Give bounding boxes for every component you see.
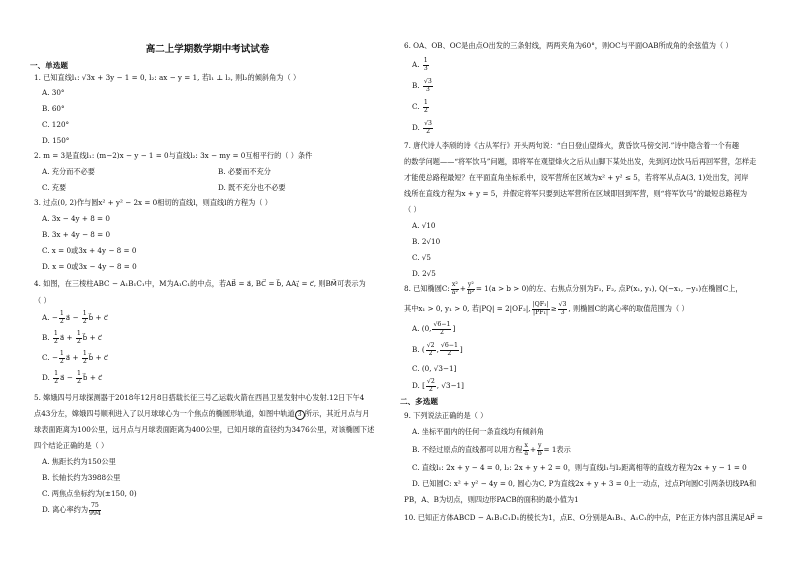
q8-line-2: 其中x₁ > 0, y₁ > 0, 若|PQ| = 2|OF₂|, $\frac{\text{|QF₁|}}{\text{|PF₁|}}$ ≥ $\frac{√3}{3}$ , 则椭圆C的离心率的取值范围为（ ） [404, 301, 689, 316]
q1-stem: 1. 已知直线l₁: √3x + 3y − 1 = 0, l₂: ax − y = 1, 若l₁ ⊥ l₂, 则l₂的倾斜角为（ ） [34, 73, 301, 82]
q3-option-d: D. x = 0或3x − 4y − 8 = 0 [42, 262, 137, 271]
q5-option-b: B. 长轴长约为3988公里 [42, 473, 121, 482]
q9-option-a: A. 坐标平面内的任何一条直线均有倾斜角 [412, 427, 544, 436]
q4-stem: 4. 如图，在三棱柱ABC − A₁B₁C₁中，M为A₁C₁的中点，若AB⃗ = a⃗, BC⃗ = b⃗, AA₁⃗ = c⃗, 则BM⃗可表示为 [34, 279, 366, 288]
q9-option-d-line-1: D. 已知圆C: x² + y² − 4y = 0, 圆心为C, P为直线2x + y + 3 = 0上一动点，过点P向圆C引两条切线PA和 [412, 479, 757, 488]
q7-option-b: B. 2√10 [412, 237, 441, 246]
q5-option-d: D. 离心率约为 $\frac{75}{994}$ [42, 502, 101, 517]
q2-option-a: A. 充分而不必要 [42, 167, 95, 176]
q2-stem: 2. m = 3是直线l₁: (m−2)x − y − 1 = 0与直线l₂: 3x − my = 0互相平行的（ ）条件 [34, 151, 313, 160]
q7-option-d: D. 2√5 [412, 269, 436, 278]
section-multi-choice: 二、多选题 [400, 397, 438, 406]
page-title: 高二上学期数学期中考试试卷 [145, 44, 270, 55]
section-single-choice: 一、单选题 [30, 61, 68, 70]
q9-stem: 9. 下列说法正确的是（ ） [404, 411, 488, 420]
q3-stem: 3. 过点(0, 2)作与圆x² + y² − 2x = 0相切的直线l，则直线l的方程为（ ） [34, 198, 272, 207]
q1-option-c: C. 120° [42, 120, 70, 129]
q4-option-d: D. $\frac{1}{2}$ a⃗ − $\frac{1}{2}$ b⃗ + c⃗ [42, 370, 103, 385]
q7-option-a: A. √10 [412, 221, 436, 230]
q5-option-c: C. 两焦点坐标约为(±150, 0) [42, 489, 137, 498]
q4-option-a: A. − $\frac{1}{2}$ a⃗ − $\frac{1}{2}$ b⃗ + c⃗ [42, 310, 108, 325]
q1-option-d: D. 150° [42, 136, 70, 145]
q7-line-3: 才能使总路程最短？在平面直角坐标系中，设军营所在区域为x² + y² ≤ 5，若将军从点A(3, 1)处出发，河岸 [404, 173, 749, 182]
q7-line-2: 的数学问题——“将军饮马”问题，即将军在观望烽火之后从山脚下某处出发，先到河边饮马后再回军营，怎样走 [404, 157, 757, 166]
q7-line-4: 线所在直线方程为x + y = 5，并假定将军只要到达军营所在区域即回到军营，则“将军饮马”的最短总路程为 [404, 189, 748, 198]
q6-option-c: C. $\frac{1}{2}$ [412, 99, 428, 114]
q2-option-c: C. 充要 [42, 183, 67, 192]
q7-paren: （ ） [404, 205, 421, 214]
q2-option-b: B. 必要而不充分 [218, 167, 271, 176]
q6-option-b: B. $\frac{√3}{3}$ [412, 78, 432, 93]
q2-option-d: D. 既不充分也不必要 [218, 183, 286, 192]
q6-option-d: D. $\frac{√3}{2}$ [412, 120, 432, 135]
q8-option-c: C. (0, √3−1] [412, 364, 457, 373]
q3-option-a: A. 3x − 4y + 8 = 0 [42, 214, 110, 223]
q5-line-2: 点43分左，嫦娥四号顺利进入了以月球球心为一个焦点的椭圆形轨道，如图中轨道 3 所示，其近月点与月 [34, 409, 370, 418]
q3-option-b: B. 3x + 4y − 8 = 0 [42, 230, 111, 239]
q8-line-1: 8. 已知椭圆C: $\frac{\text{x²}}{\text{a²}}$ + $\frac{\text{y²}}{\text{b²}}$ = 1(a > b > 0)的左、右焦点分别为F₁, F₂, 点P(x₁, y₁), Q(−x₁, −y₁)在椭圆C上， [404, 281, 743, 296]
q6-option-a: A. $\frac{1}{3}$ [412, 57, 428, 72]
q7-line-1: 7. 唐代诗人李颀的诗《古从军行》开头两句说：“白日登山望烽火，黄昏饮马傍交河.”诗中隐含着一个有趣 [404, 141, 740, 150]
q4-option-b: B. $\frac{1}{2}$ a⃗ + $\frac{1}{2}$ b⃗ + c⃗ [42, 330, 102, 345]
q8-option-a: A. (0, $\frac{√6-1}{2}$ ] [412, 321, 456, 336]
q6-stem: 6. OA、OB、OC是由点O出发的三条射线，两两夹角为60°，则OC与平面OAB所成角的余弦值为（ ） [404, 41, 733, 50]
q5-line-4: 四个结论正确的是（ ） [34, 441, 109, 450]
q9-option-d-line-2: PB，A、B为切点，则四边形PACB的面积的最小值为1 [404, 495, 579, 504]
q8-option-d: D. [ $\frac{√2}{2}$ , √3−1] [412, 378, 464, 393]
q5-option-a: A. 焦距长约为150公里 [42, 457, 116, 466]
q9-option-b: B. 不经过原点的直线都可以用方程 $\frac{x}{a}$ + $\frac{y}{b}$ = 1表示 [412, 442, 571, 457]
q7-option-c: C. √5 [412, 253, 431, 262]
q5-line-1: 5. 嫦娥四号月球探测器于2018年12月8日搭载长征三号乙运载火箭在西昌卫星发射中心发射.12日下午4 [34, 393, 365, 402]
q3-option-c: C. x = 0或3x + 4y − 8 = 0 [42, 246, 137, 255]
q4-paren: （ ） [34, 296, 51, 305]
q5-line-3: 球表面距离为100公里，远月点与月球表面距离为400公里，已知月球的直径约为3476公里，对该椭圆下述 [34, 425, 375, 434]
q4-option-c: C. − $\frac{1}{2}$ a⃗ + $\frac{1}{2}$ b⃗ + c⃗ [42, 350, 108, 365]
q10-stem: 10. 已知正方体ABCD − A₁B₁C₁D₁的棱长为1，点E、O分别是A₁B₁、A₁C₁的中点，P在正方体内部且满足AP⃗ = [404, 513, 763, 522]
q1-option-b: B. 60° [42, 104, 65, 113]
q8-option-b: B. ( $\frac{√2}{2}$ , $\frac{√6-1}{2}$ ] [412, 342, 463, 357]
orbit-3-marker: 3 [295, 410, 305, 420]
q1-option-a: A. 30° [42, 88, 65, 97]
q9-option-c: C. 直线l₁: 2x + y − 4 = 0, l₂: 2x + y + 2 = 0，则与直线l₁与l₂距离相等的直线方程为2x + y − 1 = 0 [412, 463, 747, 472]
